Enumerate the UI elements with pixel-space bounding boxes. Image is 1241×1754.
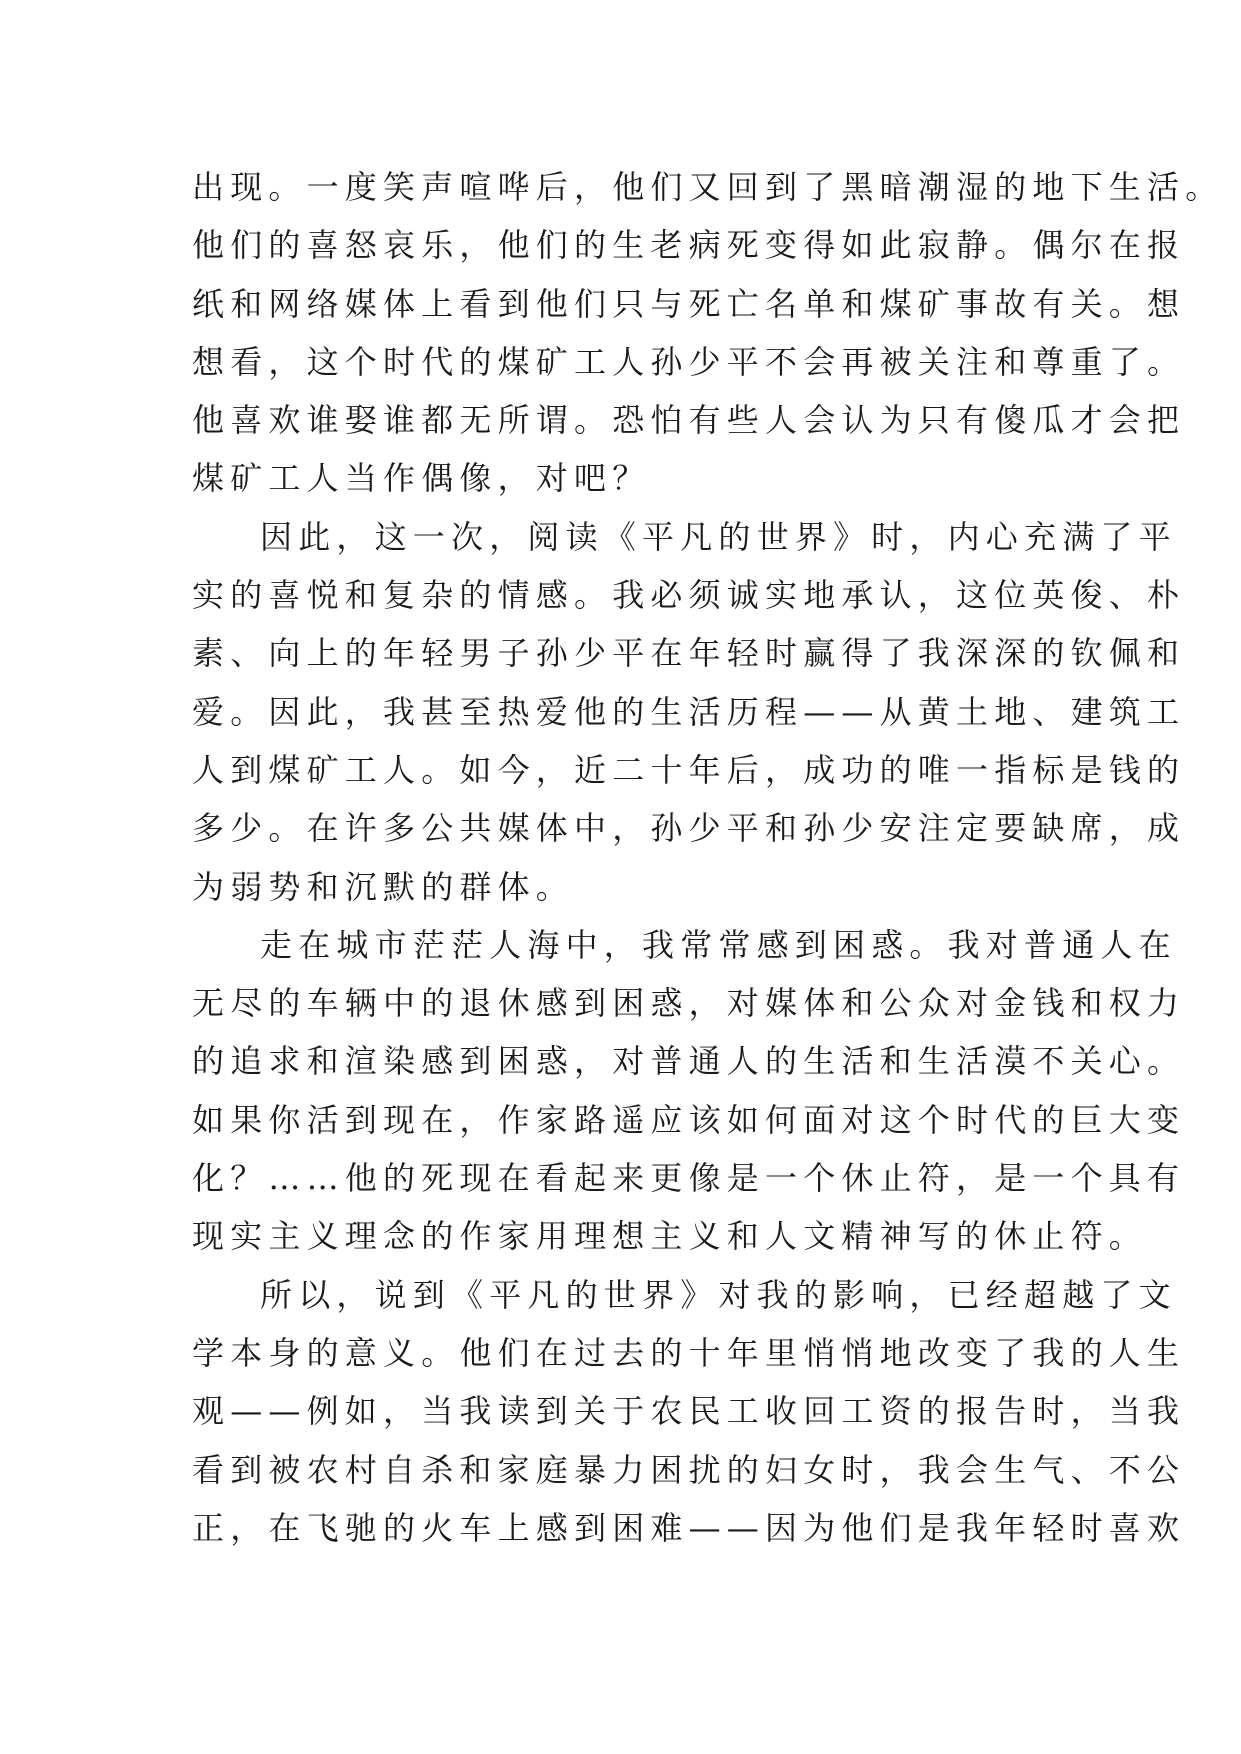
text-line: 人到煤矿工人。如今，近二十年后，成功的唯一指标是钱的 <box>192 750 1186 789</box>
text-line: 爱。因此，我甚至热爱他的生活历程——从黄土地、建筑工 <box>192 692 1186 731</box>
text-line: 纸和网络媒体上看到他们只与死亡名单和煤矿事故有关。想 <box>192 284 1186 323</box>
text-line: 素、向上的年轻男子孙少平在年轻时赢得了我深深的钦佩和 <box>192 634 1186 673</box>
text-line: 为弱势和沉默的群体。 <box>192 867 575 906</box>
text-line: 化？……他的死现在看起来更像是一个休止符，是一个具有 <box>192 1159 1186 1198</box>
text-line: 煤矿工人当作偶像，对吧？ <box>192 459 651 498</box>
text-line: 观——例如，当我读到关于农民工收回工资的报告时，当我 <box>192 1392 1186 1431</box>
text-line: 出现。一度笑声喧哗后，他们又回到了黑暗潮湿的地下生活。 <box>192 168 1224 206</box>
text-line: 现实主义理念的作家用理想主义和人文精神写的休止符。 <box>192 1217 1148 1256</box>
text-line: 学本身的意义。他们在过去的十年里悄悄地改变了我的人生 <box>192 1333 1186 1372</box>
text-line: 正，在飞驰的火车上感到困难——因为他们是我年轻时喜欢 <box>192 1508 1186 1547</box>
body-text <box>192 158 1224 1557</box>
text-line: 因此，这一次，阅读《平凡的世界》时，内心充满了平 <box>260 517 1177 556</box>
text-line: 的追求和渲染感到困惑，对普通人的生活和生活漠不关心。 <box>192 1042 1186 1081</box>
text-line: 无尽的车辆中的退休感到困惑，对媒体和公众对金钱和权力 <box>192 984 1186 1023</box>
text-line: 实的喜悦和复杂的情感。我必须诚实地承认，这位英俊、朴 <box>192 576 1186 615</box>
text-line: 如果你活到现在，作家路遥应该如何面对这个时代的巨大变 <box>192 1100 1186 1139</box>
text-line: 想看，这个时代的煤矿工人孙少平不会再被关注和尊重了。 <box>192 342 1186 381</box>
text-line: 走在城市茫茫人海中，我常常感到困惑。我对普通人在 <box>260 925 1177 964</box>
text-line: 看到被农村自杀和家庭暴力困扰的妇女时，我会生气、不公 <box>192 1450 1186 1489</box>
text-line: 所以，说到《平凡的世界》对我的影响，已经超越了文 <box>260 1275 1177 1314</box>
text-line: 多少。在许多公共媒体中，孙少平和孙少安注定要缺席，成 <box>192 809 1186 848</box>
text-line: 他们的喜怒哀乐，他们的生老病死变得如此寂静。偶尔在报 <box>192 226 1186 265</box>
text-line: 他喜欢谁娶谁都无所谓。恐怕有些人会认为只有傻瓜才会把 <box>192 401 1186 440</box>
